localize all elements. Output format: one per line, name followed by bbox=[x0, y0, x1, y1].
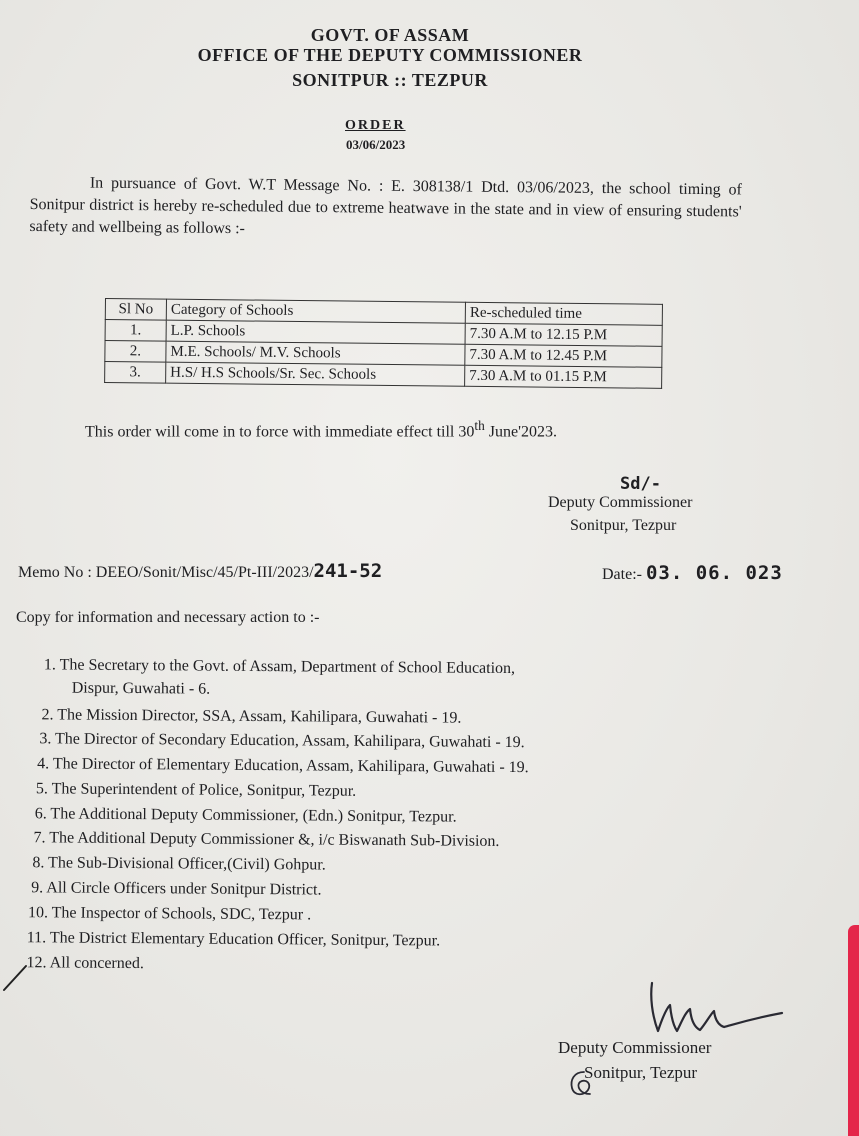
effect-sup: th bbox=[474, 418, 485, 433]
header-govt: GOVT. OF ASSAM bbox=[310, 25, 470, 45]
signatory1-place: Sonitpur, Tezpur bbox=[570, 517, 677, 534]
table-cell: H.S/ H.S Schools/Sr. Sec. Schools bbox=[166, 362, 465, 386]
memo-handwritten: 241-52 bbox=[313, 560, 383, 582]
memo-date-handwritten: 03. 06. 023 bbox=[645, 562, 783, 584]
effect-statement bbox=[85, 418, 557, 441]
order-body-text: In pursuance of Govt. W.T Message No. : E. 308138/1 Dtd. 03/06/2023, the school timing of Sonitpur district is hereby re-scheduled due to extreme heatwave in the state and in view of ensuring students' safety and wellbeing as follows :- bbox=[29, 174, 742, 238]
header-location: SONITPUR :: TEZPUR bbox=[292, 70, 488, 90]
list-item: 8. The Sub-Divisional Officer,(Civil) Gohpur. bbox=[32, 854, 326, 874]
table-header-cell: Re-scheduled time bbox=[465, 302, 662, 325]
table-header-cell: Sl No bbox=[105, 299, 166, 321]
effect-tail: June'2023. bbox=[484, 423, 557, 441]
list-item: 12. All concerned. bbox=[26, 954, 144, 973]
table-cell: 2. bbox=[105, 341, 166, 363]
order-title: ORDER bbox=[345, 118, 406, 133]
initial-scribble-icon bbox=[566, 1066, 600, 1100]
handwritten-signature-icon bbox=[640, 975, 790, 1041]
table-cell: M.E. Schools/ M.V. Schools bbox=[166, 341, 465, 365]
table-cell: 1. bbox=[105, 320, 166, 342]
table-cell: L.P. Schools bbox=[166, 320, 465, 344]
pen-tick-mark-icon bbox=[0, 960, 40, 994]
memo-date-label: Date:- bbox=[602, 566, 642, 583]
list-item: 4. The Director of Elementary Education, Assam, Kahilipara, Guwahati - 19. bbox=[37, 755, 529, 777]
list-item: 10. The Inspector of Schools, SDC, Tezpur . bbox=[27, 904, 312, 924]
order-date: 03/06/2023 bbox=[346, 137, 406, 152]
signatory2-title: Deputy Commissioner bbox=[558, 1038, 712, 1057]
list-item: 11. The District Elementary Education Officer, Sonitpur, Tezpur. bbox=[26, 929, 441, 950]
table-cell: 7.30 A.M to 01.15 P.M bbox=[465, 365, 662, 388]
copy-list bbox=[0, 656, 760, 973]
list-item: Dispur, Guwahati - 6. bbox=[71, 679, 211, 698]
list-item: 1. The Secretary to the Govt. of Assam, Department of School Education, bbox=[43, 656, 516, 678]
table-cell: 7.30 A.M to 12.15 P.M bbox=[465, 323, 662, 346]
table-header-cell: Category of Schools bbox=[166, 299, 465, 323]
list-item: 3. The Director of Secondary Education, Assam, Kahilipara, Guwahati - 19. bbox=[39, 730, 525, 752]
table-cell: 3. bbox=[105, 362, 166, 384]
table-cell: 7.30 A.M to 12.45 P.M bbox=[465, 344, 662, 367]
memo-number bbox=[18, 560, 382, 582]
sd-mark: Sd/- bbox=[620, 474, 661, 494]
list-item: 6. The Additional Deputy Commissioner, (Edn.) Sonitpur, Tezpur. bbox=[34, 805, 457, 826]
memo-date bbox=[602, 562, 783, 584]
effect-text: This order will come in to force with immediate effect till 30 bbox=[85, 423, 475, 441]
list-item: 2. The Mission Director, SSA, Assam, Kahilipara, Guwahati - 19. bbox=[41, 706, 462, 727]
list-item: 9. All Circle Officers under Sonitpur District. bbox=[31, 879, 322, 899]
signatory1-title: Deputy Commissioner bbox=[548, 494, 693, 511]
schedule-table bbox=[104, 298, 663, 389]
copy-title: Copy for information and necessary action to :- bbox=[16, 609, 320, 626]
memo-label: Memo No : DEEO/Sonit/Misc/45/Pt-III/2023/ bbox=[18, 564, 314, 581]
list-item: 7. The Additional Deputy Commissioner &, i/c Biswanath Sub-Division. bbox=[33, 829, 500, 850]
signatory2-place: Sonitpur, Tezpur bbox=[584, 1063, 698, 1082]
list-item: 5. The Superintendent of Police, Sonitpur, Tezpur. bbox=[35, 780, 357, 800]
screen-edge-accent bbox=[848, 925, 859, 1136]
header-office: OFFICE OF THE DEPUTY COMMISSIONER bbox=[197, 45, 583, 65]
